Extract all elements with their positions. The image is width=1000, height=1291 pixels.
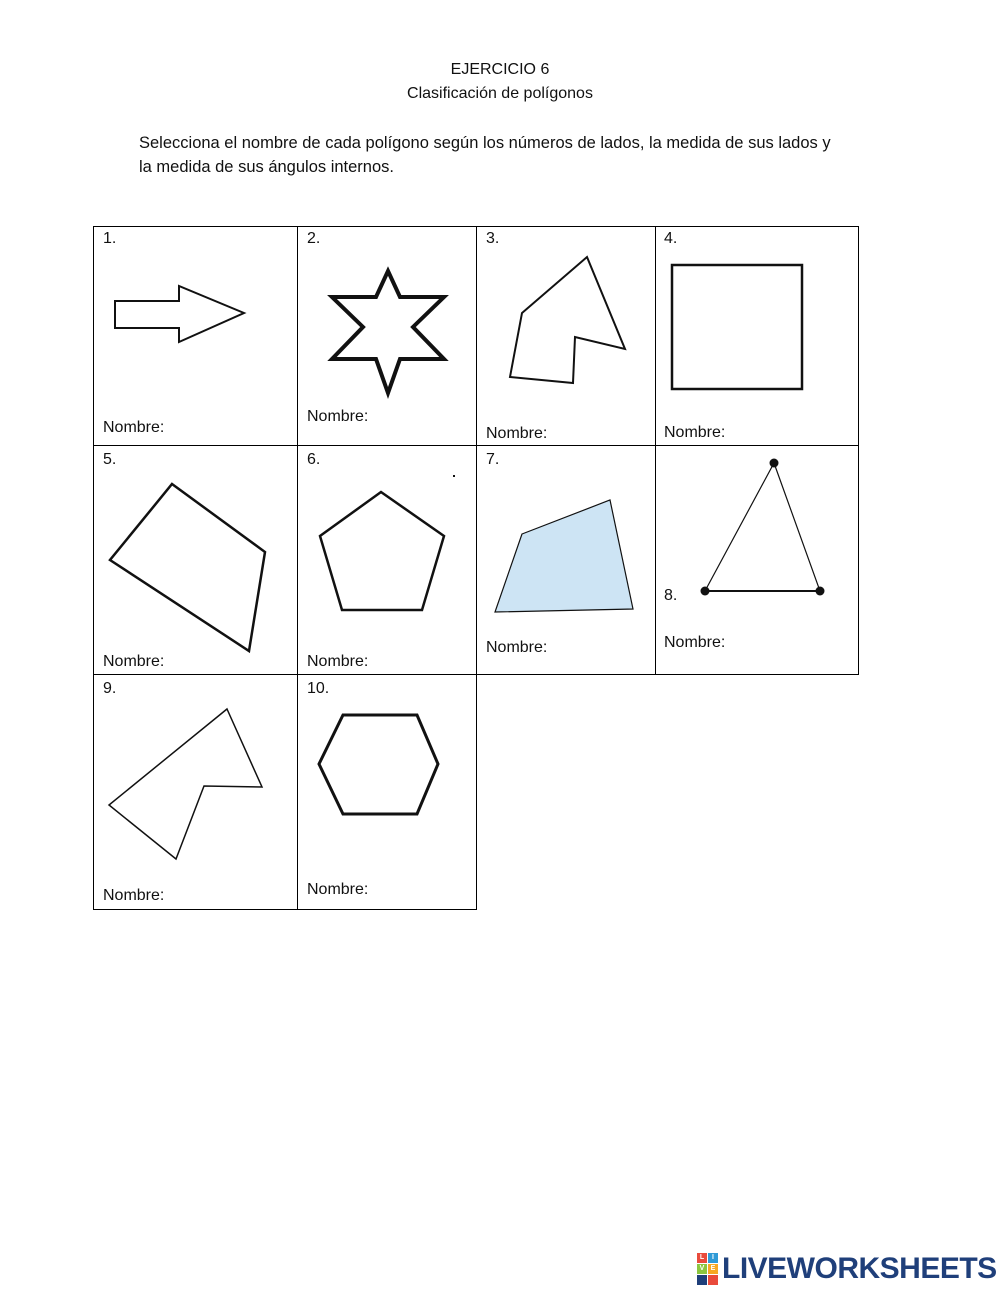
cell-number: 10. (307, 680, 330, 697)
polygon-cell-10 (297, 674, 477, 910)
name-label: Nombre: (103, 887, 165, 904)
logo-mark-letter: E (708, 1264, 718, 1274)
polygon-cell-1 (93, 226, 298, 446)
arrow-polygon-icon (94, 227, 299, 447)
exercise-title: EJERCICIO 6 (450, 61, 550, 78)
name-label: Nombre: (486, 639, 548, 656)
name-label: Nombre: (664, 424, 726, 441)
logo-text: LIVEWORKSHEETS (722, 1252, 997, 1285)
quadrilateral-polygon-icon (94, 446, 299, 676)
cell-number: 8. (664, 587, 678, 604)
name-label: Nombre: (307, 653, 369, 670)
name-label: Nombre: (664, 634, 726, 651)
instructions: Selecciona el nombre de cada polígono según los números de lados, la medida de sus lados y la medida de sus ángulos internos. (139, 134, 831, 176)
name-label: Nombre: (486, 425, 548, 442)
exercise-subtitle: Clasificación de polígonos (407, 85, 593, 102)
logo-mark-letter: V (697, 1264, 707, 1274)
cell-number: 3. (486, 230, 500, 247)
polygon-cell-9 (93, 674, 298, 910)
cell-number: 6. (307, 451, 321, 468)
name-label: Nombre: (103, 653, 165, 670)
cell-number: 9. (103, 680, 117, 697)
logo-mark-block (708, 1275, 718, 1285)
name-label: Nombre: (307, 881, 369, 898)
cell-number: 4. (664, 230, 678, 247)
cell-number: 5. (103, 451, 117, 468)
cell-number: 2. (307, 230, 321, 247)
logo-mark-icon (697, 1253, 718, 1285)
liveworksheets-logo (697, 1253, 997, 1285)
cell-number: 1. (103, 230, 117, 247)
concave-polygon-icon (477, 227, 657, 447)
logo-mark-letter: I (708, 1253, 718, 1263)
name-label: Nombre: (103, 419, 165, 436)
logo-mark-block (697, 1275, 707, 1285)
concave-polygon-icon (94, 675, 299, 911)
name-label: Nombre: (307, 408, 369, 425)
hexagon-polygon-icon (298, 675, 478, 911)
polygon-cell-3 (476, 226, 656, 446)
cell-number: 7. (486, 451, 500, 468)
polygon-cell-7 (476, 445, 656, 675)
square-polygon-icon (656, 227, 860, 447)
polygon-cell-4 (655, 226, 859, 446)
polygon-cell-6 (297, 445, 477, 675)
polygon-cell-2 (297, 226, 477, 446)
polygon-cell-8 (655, 445, 859, 675)
logo-mark-letter: L (697, 1253, 707, 1263)
polygon-cell-5 (93, 445, 298, 675)
pentagon-polygon-icon (298, 446, 478, 676)
